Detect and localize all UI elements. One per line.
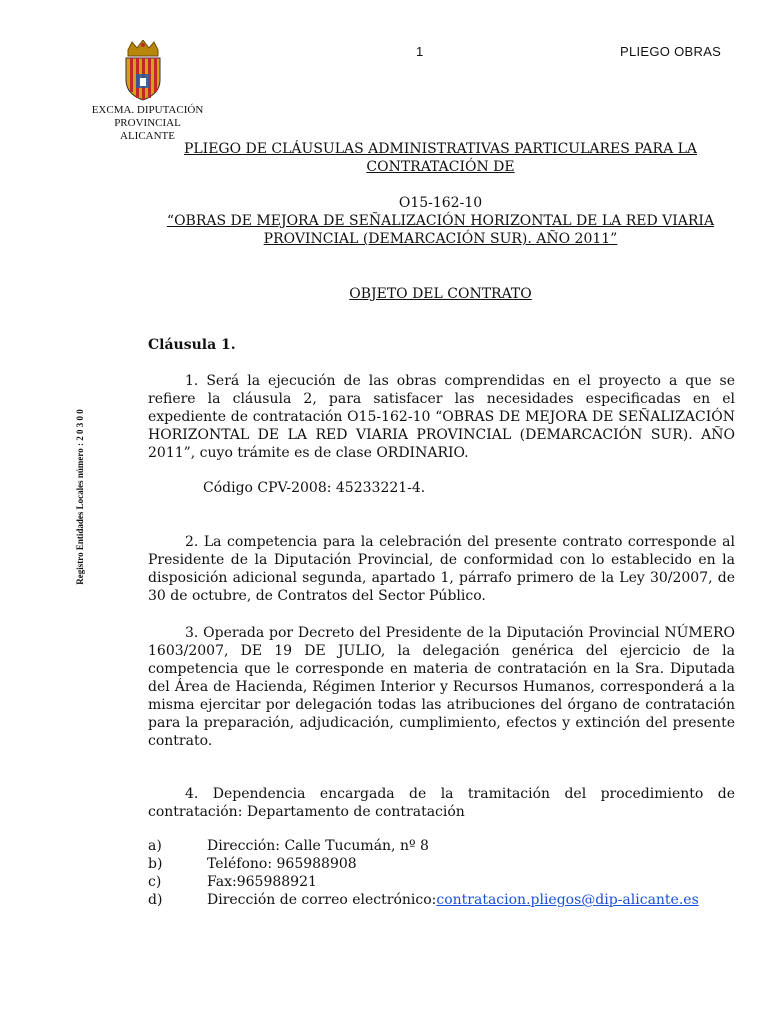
- paragraph-3-text: 3. Operada por Decreto del Presidente de la Diputación Provincial NÚMERO 1603/2007, DE 19 DE JULIO, la delegación genérica del ejercicio de la competencia que le corresponde en materia de contratación en la Sra. Diputada del Área de Hacienda, Régimen Interior y Recursos Humanos, corresponderá a la misma ejercitar por delegación todas las atribuciones del órgano de contratación para la preparación, adjudicación, cumplimiento, efectos y extinción del presente contrato.: [148, 625, 735, 749]
- list-item-label: b): [148, 856, 163, 872]
- clause-heading: Cláusula 1.: [148, 337, 236, 353]
- page-number: 1: [416, 44, 424, 59]
- paragraph-1: [148, 372, 735, 462]
- email-label: Dirección de correo electrónico:: [207, 892, 437, 908]
- paragraph-2: [148, 533, 735, 605]
- coat-of-arms-logo: [120, 40, 166, 102]
- paragraph-2-text: 2. La competencia para la celebración del presente contrato corresponde al Presidente de la Diputación Provincial, de conformidad con lo establecido en la disposición adicional segunda, apartado 1, párrafo primero de la Ley 30/2007, de 30 de octubre, de Contratos del Sector Público.: [148, 534, 735, 604]
- paragraph-4-text: 4. Dependencia encargada de la tramitación del procedimiento de contratación: Departamento de contratación: [148, 786, 735, 820]
- list-item-label: a): [148, 838, 162, 854]
- paragraph-1-text: 1. Será la ejecución de las obras comprendidas en el proyecto a que se refiere la cláusula 2, para satisfacer las necesidades especificadas en el expediente de contratación O15-162-10 “OBRAS DE MEJORA DE SEÑALIZACIÓN HORIZONTAL DE LA RED VIARIA PROVINCIAL (DEMARCACIÓN SUR). AÑO 2011”, cuyo trámite es de clase ORDINARIO.: [148, 373, 735, 461]
- paragraph-4: [148, 785, 735, 821]
- list-item: [148, 837, 699, 855]
- contact-list: [148, 837, 699, 909]
- section-heading: OBJETO DEL CONTRATO: [349, 286, 532, 302]
- cpv-code: Código CPV-2008: 45233221-4.: [203, 480, 426, 496]
- document-title-line1: PLIEGO DE CLÁUSULAS ADMINISTRATIVAS PARTICULARES PARA LA: [183, 141, 698, 157]
- organization-city: ALICANTE: [120, 130, 175, 142]
- list-item-label: c): [148, 874, 162, 890]
- list-item-label: d): [148, 892, 163, 908]
- fax-text: Fax:965988921: [207, 874, 317, 890]
- expedient-code: O15-162-10: [398, 195, 483, 211]
- list-item: [148, 855, 699, 873]
- phone-text: Teléfono: 965988908: [207, 856, 357, 872]
- registry-stamp: Registro Entidades Locales número : 2 0 3 0 0: [75, 409, 85, 585]
- list-item: [148, 891, 699, 909]
- list-item: [148, 873, 699, 891]
- project-title-line2: PROVINCIAL (DEMARCACIÓN SUR). AÑO 2011”: [263, 231, 618, 247]
- organization-line: EXCMA. DIPUTACIÓN PROVINCIAL: [91, 104, 204, 129]
- address-text: Dirección: Calle Tucumán, nº 8: [207, 838, 429, 854]
- project-title-line1: “OBRAS DE MEJORA DE SEÑALIZACIÓN HORIZONTAL DE LA RED VIARIA: [166, 213, 715, 229]
- email-link[interactable]: contratacion.pliegos@dip-alicante.es: [436, 892, 699, 908]
- paragraph-3: [148, 624, 735, 750]
- organization-name: [60, 104, 235, 143]
- document-title-line2: CONTRATACIÓN DE: [366, 159, 515, 175]
- document-type-label: PLIEGO OBRAS: [620, 44, 722, 59]
